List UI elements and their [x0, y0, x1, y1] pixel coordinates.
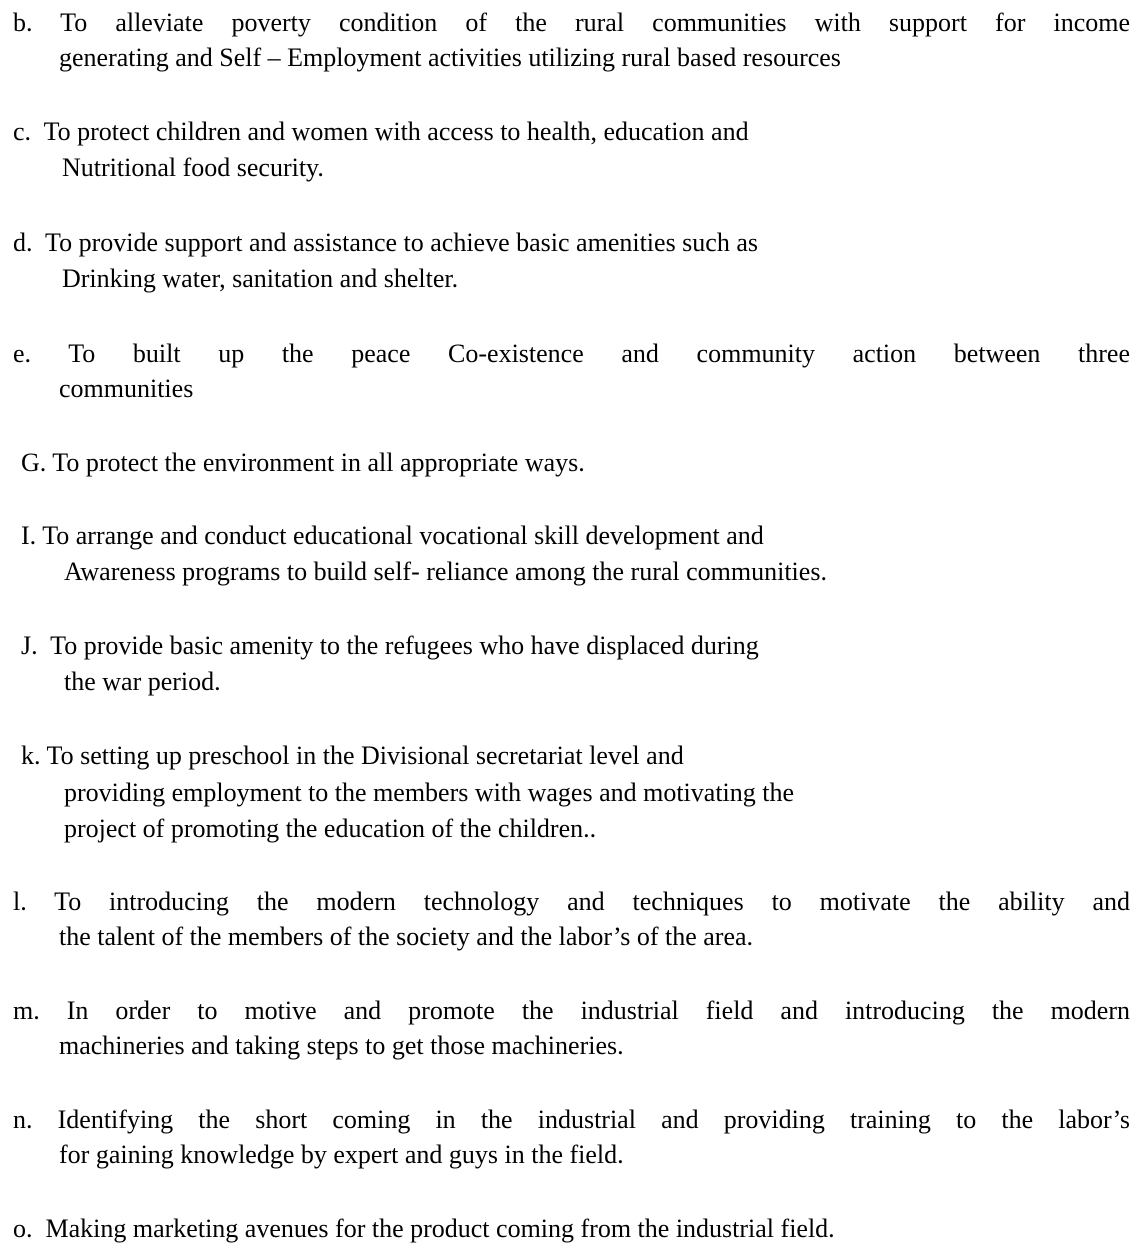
item-d-line-1: d. To provide support and assistance to achieve basic amenities such as — [13, 228, 758, 257]
item-b-line-1: b. To alleviate poverty condition of the rural communities with support for income — [13, 8, 1130, 37]
item-c-line-1: c. To protect children and women with access to health, education and — [13, 117, 749, 146]
item-e-line-2: communities — [59, 374, 194, 403]
item-j-line-2: the war period. — [64, 667, 221, 696]
item-k-line-2: providing employment to the members with wages and motivating the — [64, 778, 795, 807]
item-o-line-1: o. Making marketing avenues for the product coming from the industrial field. — [13, 1214, 835, 1243]
item-n-line-1: n. Identifying the short coming in the industrial and providing training to the labor’s — [13, 1105, 1130, 1134]
item-d-line-2: Drinking water, sanitation and shelter. — [62, 264, 459, 293]
item-j-line-1: J. To provide basic amenity to the refugees who have displaced during — [21, 631, 759, 660]
item-c-line-2: Nutritional food security. — [62, 153, 324, 182]
item-n-line-2: for gaining knowledge by expert and guys in the field. — [59, 1140, 624, 1169]
item-g-line-1: G. To protect the environment in all appropriate ways. — [21, 448, 585, 477]
item-k-line-3: project of promoting the education of the children.. — [64, 814, 597, 843]
item-m-line-1: m. In order to motive and promote the industrial field and introducing the modern — [13, 996, 1130, 1025]
item-l-line-1: l. To introducing the modern technology and techniques to motivate the ability and — [13, 887, 1130, 916]
item-i-line-1: I. To arrange and conduct educational vocational skill development and — [21, 521, 764, 550]
item-k-line-1: k. To setting up preschool in the Divisional secretariat level and — [21, 741, 684, 770]
item-l-line-2: the talent of the members of the society and the labor’s of the area. — [59, 922, 754, 951]
item-i-line-2: Awareness programs to build self- reliance among the rural communities. — [64, 557, 827, 586]
item-m-line-2: machineries and taking steps to get those machineries. — [59, 1031, 624, 1060]
item-e-line-1: e. To built up the peace Co-existence and community action between three — [13, 339, 1130, 368]
item-b-line-2: generating and Self – Employment activities utilizing rural based resources — [59, 43, 841, 72]
